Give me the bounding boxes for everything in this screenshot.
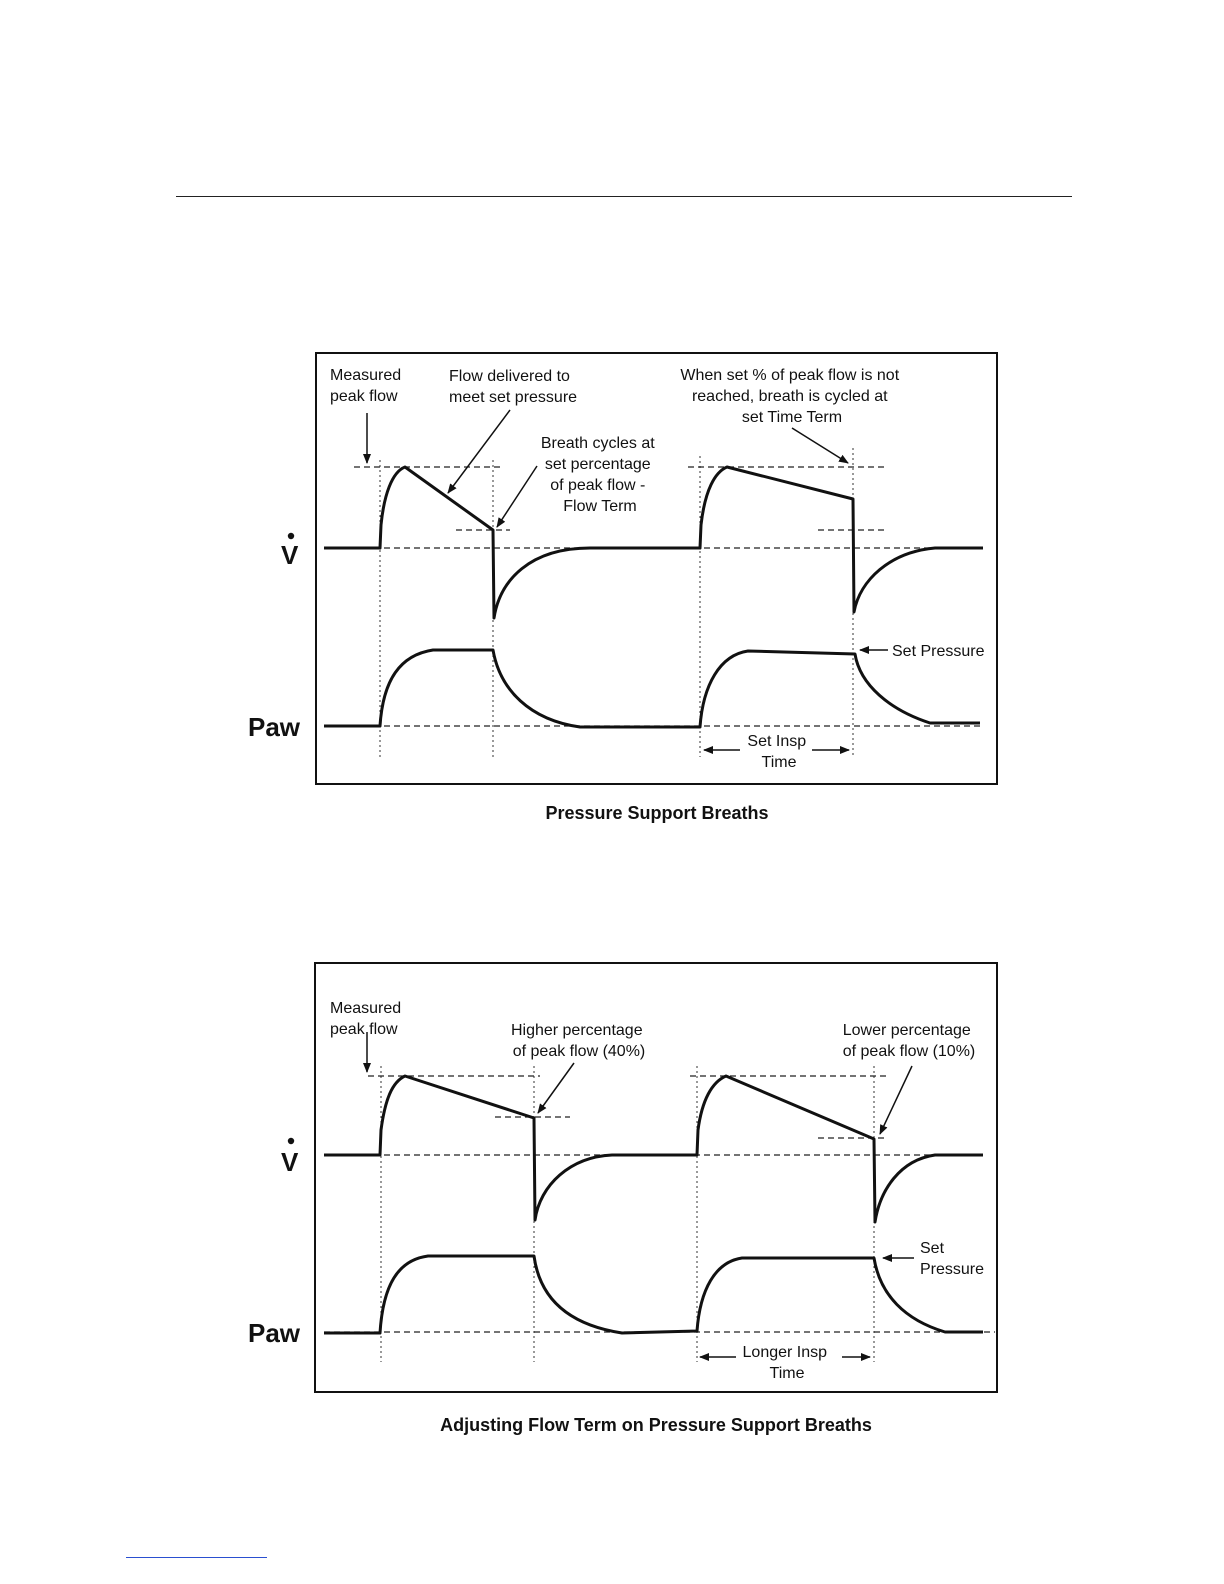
figure2-pressure-waveform bbox=[324, 1256, 983, 1333]
figure1-time-term-label: When set % of peak flow is not reached, breath is cycled at set Time Term bbox=[680, 367, 900, 426]
figure2-flow-axis-label: V bbox=[281, 1147, 299, 1177]
figure1-flow-dot bbox=[288, 533, 294, 539]
figure2-time-markers bbox=[381, 1066, 874, 1362]
figure1-pressure-waveform bbox=[324, 650, 980, 727]
figure-pressure-support-breaths bbox=[248, 353, 997, 823]
figure1-breath-cycles-label: Breath cycles at set percentage of peak flow - Flow Term bbox=[540, 435, 655, 515]
figure1-flow-delivered-label: Flow delivered to meet set pressure bbox=[449, 368, 578, 406]
figure1-set-insp-time-label: Set Insp Time bbox=[747, 733, 807, 771]
figure1-flow-delivered-arrow bbox=[448, 410, 510, 493]
figure1-time-markers bbox=[380, 448, 853, 757]
figure2-reference-lines bbox=[324, 1076, 995, 1332]
figure2-flow-waveform bbox=[324, 1076, 983, 1222]
figure2-caption: Adjusting Flow Term on Pressure Support Breaths bbox=[440, 1415, 872, 1435]
figure1-reference-lines bbox=[324, 467, 983, 726]
figure1-frame bbox=[316, 353, 997, 784]
figure2-set-pressure-label: Set Pressure bbox=[920, 1240, 985, 1278]
figure2-higher-percentage-label: Higher percentage of peak flow (40%) bbox=[510, 1022, 646, 1060]
figure1-set-pressure-label: Set Pressure bbox=[892, 643, 985, 660]
figure2-measured-peak-flow-label: Measured peak flow bbox=[330, 1000, 402, 1038]
figure-adjusting-flow-term bbox=[248, 963, 997, 1435]
figure1-pressure-axis-label: Paw bbox=[248, 712, 301, 742]
figure2-lower-percentage-label: Lower percentage of peak flow (10%) bbox=[842, 1022, 976, 1060]
figure1-measured-peak-flow-label: Measured peak flow bbox=[330, 367, 402, 405]
figure1-caption: Pressure Support Breaths bbox=[545, 803, 769, 823]
figure2-higher-percentage-arrow bbox=[538, 1063, 574, 1113]
figure1-breath-cycles-arrow bbox=[497, 466, 537, 527]
figure2-longer-insp-time-label: Longer Insp Time bbox=[742, 1344, 828, 1382]
figure1-flow-waveform bbox=[324, 467, 983, 618]
figure1-flow-axis-label: V bbox=[281, 540, 299, 570]
figure1-time-term-arrow bbox=[792, 428, 848, 463]
figure2-pressure-axis-label: Paw bbox=[248, 1318, 301, 1348]
figure2-flow-dot bbox=[288, 1138, 294, 1144]
